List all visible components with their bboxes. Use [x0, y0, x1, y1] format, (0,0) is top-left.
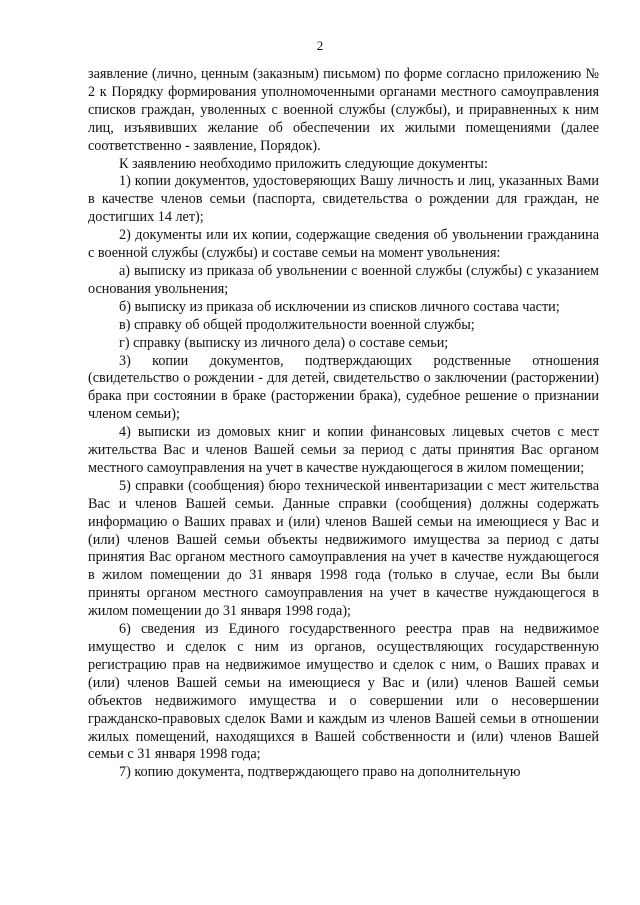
sub-item-g: г) справку (выписку из личного дела) о составе семьи; — [119, 334, 449, 351]
document-body — [88, 66, 599, 782]
paragraph-continuation: заявление (лично, ценным (заказным) письмом) по форме согласно приложению № 2 к Порядку формирования уполномоченными органами местного самоуправления списков граждан, уволенных с военной службы (службы), и приравненных к ним лиц, изъявивших желание об обеспечении их жилыми помещениями (далее соответственно - заявление, Порядок). — [88, 66, 599, 154]
list-item-5: 5) справки (сообщения) бюро технической инвентаризации с мест жительства Вас и членов Вашей семьи. Данные справки (сообщения) должны содержать информацию о Ваших правах и (или) членов Вашей семьи на имеющиеся у Вас и (или) членов Вашей семьи объекты недвижимого имущества за период с даты принятия Вас органом местного самоуправления на учет в качестве нуждающегося в жилом помещении до 31 января 1998 года (только в случае, если Вы были приняты органом местного самоуправления на учет в качестве нуждающегося в жилом помещении до 31 января 1998 года); — [88, 477, 599, 620]
sub-item-a: а) выписку из приказа об увольнении с военной службы (службы) с указанием основания увольнения; — [88, 262, 599, 297]
list-item-3: 3) копии документов, подтверждающих родственные отношения (свидетельство о рождении - для детей, свидетельство о заключении (расторжении) брака при состоянии в браке (расторжении брака), судебное решение о признании членом семьи); — [88, 352, 599, 423]
list-item-4: 4) выписки из домовых книг и копии финансовых лицевых счетов с мест жительства Вас и членов Вашей семьи за период с даты принятия Вас органом местного самоуправления на учет в качестве нуждающегося в жилом помещении; — [88, 424, 599, 476]
list-item-7: 7) копию документа, подтверждающего право на дополнительную — [119, 764, 521, 781]
list-item-2: 2) документы или их копии, содержащие сведения об увольнении гражданина с военной службы (службы) и составе семьи на момент увольнения: — [88, 227, 599, 262]
page-number: 2 — [316, 38, 324, 53]
sub-item-b: б) выписку из приказа об исключении из списков личного состава части; — [119, 298, 560, 315]
list-item-6: 6) сведения из Единого государственного реестра прав на недвижимое имущество и сделок с ним из органов, осуществляющих государственную регистрацию прав на недвижимое имущество и сделок с ним, о Ваших правах и (или) членов Вашей семьи на имеющиеся у Вас и (или) членов Вашей семьи объектов недвижимого имущества и о совершении или о несовершении гражданско-правовых сделок Вами и каждым из членов Вашей семьи в отношении жилых помещений, находящихся в Вашей собственности и (или) членов Вашей семьи с 31 января 1998 года; — [88, 621, 599, 763]
list-item-1: 1) копии документов, удостоверяющих Вашу личность и лиц, указанных Вами в качестве членов семьи (паспорта, свидетельства о рождении для граждан, не достигших 14 лет); — [88, 173, 599, 226]
paragraph-documents-intro: К заявлению необходимо приложить следующие документы: — [119, 155, 488, 172]
sub-item-v: в) справку об общей продолжительности военной службы; — [119, 316, 475, 333]
